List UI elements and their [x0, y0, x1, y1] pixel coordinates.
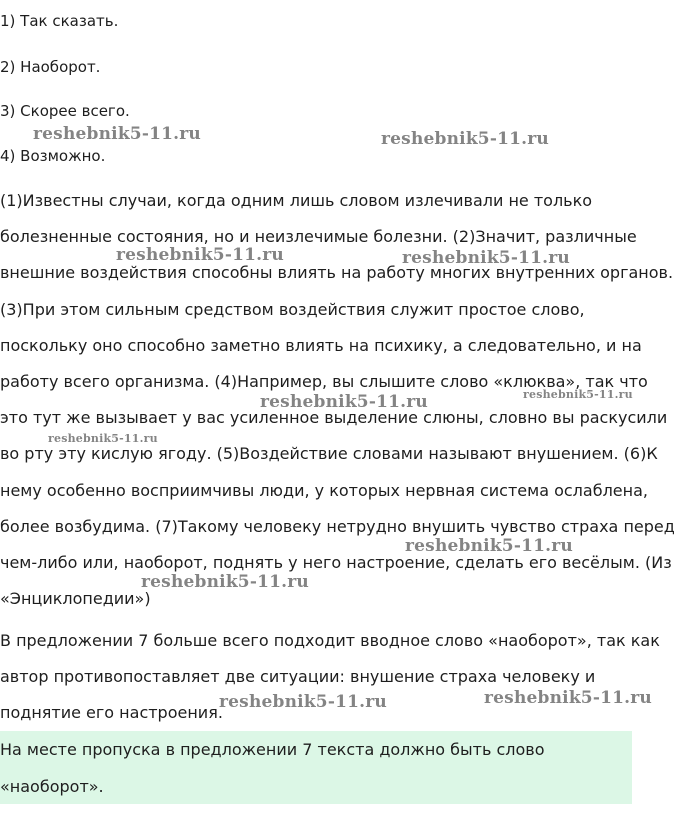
text-line: внешние воздействия способны влиять на работу многих внутренних органов.	[0, 263, 674, 283]
watermark: reshebnik5-11.ru	[48, 432, 158, 445]
watermark: reshebnik5-11.ru	[523, 388, 633, 401]
explanation-line: В предложении 7 больше всего подходит вводное слово «наоборот», так как	[0, 631, 660, 650]
text-line: (1)Известны случаи, когда одним лишь словом излечивали не только	[0, 191, 593, 210]
option-1: 1) Так сказать.	[0, 12, 119, 30]
option-3: 3) Скорее всего.	[0, 102, 130, 120]
watermark: reshebnik5-11.ru	[260, 392, 428, 412]
watermark: reshebnik5-11.ru	[219, 692, 387, 712]
text-line: во рту эту кислую ягоду. (5)Воздействие словами называют внушением. (6)К	[0, 444, 658, 464]
text-line: чем-либо или, наоборот, поднять у него настроение, сделать его весёлым. (Из	[0, 552, 672, 572]
text-line: нему особенно восприимчивы люди, у которых нервная система ослаблена,	[0, 480, 648, 500]
explanation-line: поднятие его настроения.	[0, 703, 223, 723]
watermark: reshebnik5-11.ru	[402, 248, 570, 268]
text-line: болезненные состояния, но и неизлечимые болезни. (2)Значит, различные	[0, 227, 637, 247]
watermark: reshebnik5-11.ru	[116, 245, 284, 265]
text-line: (3)При этом сильным средством воздействия служит простое слово,	[0, 299, 585, 319]
watermark: reshebnik5-11.ru	[141, 572, 309, 592]
answer-line: «наоборот».	[0, 777, 104, 796]
watermark: reshebnik5-11.ru	[381, 129, 549, 149]
answer-box	[0, 731, 632, 804]
watermark: reshebnik5-11.ru	[405, 536, 573, 556]
text-line: работу всего организма. (4)Например, вы слышите слово «клюква», так что	[0, 371, 648, 391]
text-line: это тут же вызывает у вас усиленное выделение слюны, словно вы раскусили	[0, 408, 668, 428]
watermark: reshebnik5-11.ru	[33, 124, 201, 144]
option-2: 2) Наоборот.	[0, 58, 101, 76]
explanation-line: автор противопоставляет две ситуации: внушение страха человеку и	[0, 667, 596, 687]
text-line: более возбудима. (7)Такому человеку нетрудно внушить чувство страха перед	[0, 516, 675, 536]
explanation	[0, 623, 680, 732]
text-line: поскольку оно способно заметно влиять на психику, а следовательно, и на	[0, 335, 642, 355]
option-4: 4) Возможно.	[0, 147, 106, 165]
text-line: «Энциклопедии»)	[0, 589, 151, 609]
watermark: reshebnik5-11.ru	[484, 688, 652, 708]
answer-line: На месте пропуска в предложении 7 текста должно быть слово	[0, 740, 545, 759]
